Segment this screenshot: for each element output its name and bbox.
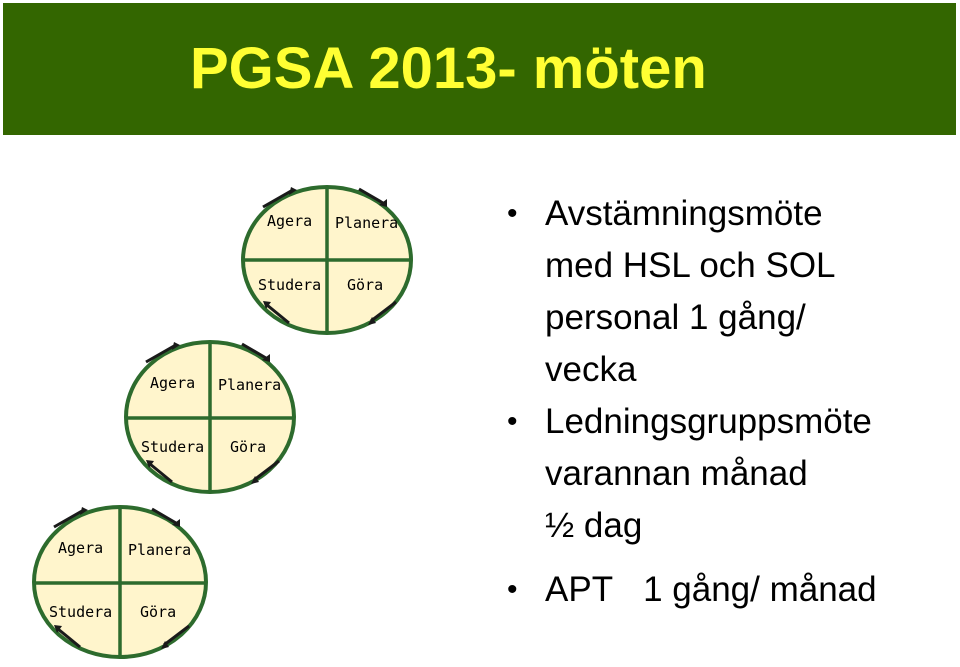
- plan-label: Planera: [128, 541, 192, 559]
- bullet-line: Ledningsgruppsmöte: [545, 402, 872, 441]
- plan-label: Planera: [335, 214, 399, 232]
- pdsa-wheel-middle: [124, 340, 296, 495]
- pdsa-wheel-bottom: [32, 505, 208, 660]
- bullet-line: ½ dag: [545, 506, 643, 545]
- bullet-dot-icon: •: [507, 197, 518, 230]
- act-label: Agera: [58, 539, 104, 557]
- act-label: Agera: [150, 374, 196, 392]
- pdsa-wheel-graphic: [124, 340, 296, 495]
- bullet-line: varannan månad: [545, 454, 808, 493]
- slide-title: PGSA 2013- möten: [190, 36, 707, 101]
- bullet-dot-icon: •: [507, 405, 518, 438]
- study-label: Studera: [258, 276, 322, 294]
- apt-label: APT: [545, 570, 614, 609]
- bullet-line: [545, 564, 952, 616]
- bullet-item-avstamning: [507, 188, 952, 396]
- bullet-line: personal 1 gång/: [545, 298, 806, 337]
- bullet-dot-icon: •: [507, 573, 518, 606]
- bullet-item-ledningsgrupp: [507, 396, 952, 552]
- do-label: Göra: [140, 603, 177, 621]
- bullet-list: [507, 188, 952, 616]
- bullet-line: vecka: [545, 350, 637, 389]
- study-label: Studera: [49, 603, 113, 621]
- bullet-line: med HSL och SOL: [545, 246, 836, 285]
- do-label: Göra: [230, 438, 267, 456]
- bullet-item-apt: [507, 564, 952, 616]
- pdsa-wheel-graphic: [241, 185, 413, 335]
- pdsa-wheel-top: [241, 185, 413, 335]
- pdsa-wheel-graphic: [32, 505, 208, 660]
- bullet-line: Avstämningsmöte: [545, 194, 823, 233]
- study-label: Studera: [141, 438, 205, 456]
- plan-label: Planera: [218, 376, 282, 394]
- act-label: Agera: [267, 212, 313, 230]
- apt-frequency: 1 gång/ månad: [643, 570, 877, 609]
- do-label: Göra: [347, 276, 384, 294]
